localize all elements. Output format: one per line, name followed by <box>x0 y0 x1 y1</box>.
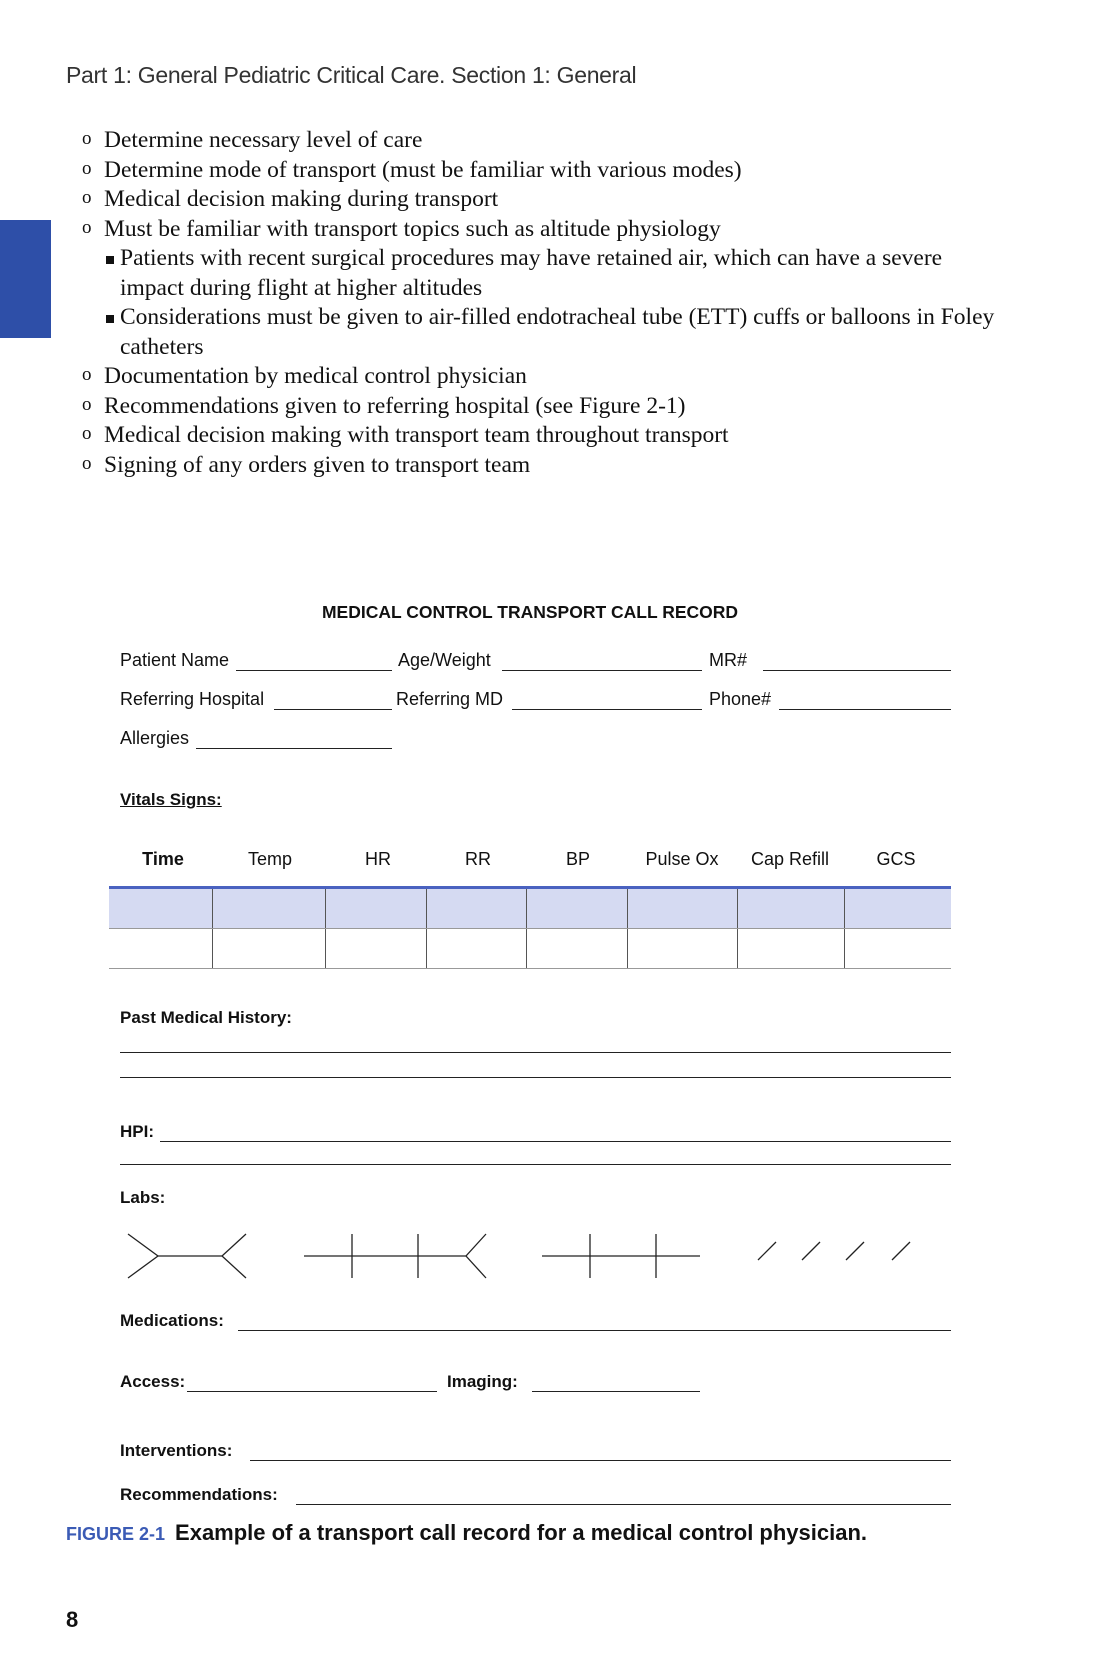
vitals-col-time: Time <box>142 849 184 869</box>
phone-field[interactable] <box>779 709 951 710</box>
section-tab-marker <box>0 220 51 338</box>
patient-name-field[interactable] <box>236 670 392 671</box>
bullet-item: o Medical decision making during transport <box>82 185 1002 215</box>
access-line[interactable] <box>187 1391 437 1392</box>
hpi-label: HPI: <box>120 1122 154 1141</box>
vitals-row <box>109 888 951 929</box>
bullet-item: Considerations must be given to air-filled endotracheal tube (ETT) cuffs or balloons in Foley catheters <box>82 303 1002 362</box>
fishbone-cbc-icon <box>128 1234 246 1278</box>
bullet-item: Patients with recent surgical procedures may have retained air, which can have a severe impact during flight at higher altitudes <box>82 244 1002 303</box>
labs-label: Labs: <box>120 1188 166 1207</box>
vitals-cell[interactable] <box>427 929 527 969</box>
bullet-item: o Documentation by medical control physician <box>82 362 1002 392</box>
imaging-label: Imaging: <box>447 1372 518 1391</box>
bullet-item: o Recommendations given to referring hospital (see Figure 2-1) <box>82 392 1002 422</box>
figure-label: FIGURE 2-1 <box>66 1524 166 1544</box>
vitals-cell[interactable] <box>527 929 627 969</box>
vitals-col-pulse-ox: Pulse Ox <box>645 849 719 869</box>
vitals-cell[interactable] <box>213 888 326 929</box>
hpi-line[interactable] <box>160 1141 951 1142</box>
recommendations-label: Recommendations: <box>120 1485 278 1504</box>
vitals-cell[interactable] <box>427 888 527 929</box>
medications-label: Medications: <box>120 1311 224 1330</box>
interventions-line[interactable] <box>250 1460 951 1461</box>
allergies-field[interactable] <box>196 748 392 749</box>
vitals-cell[interactable] <box>844 888 951 929</box>
patient-name-label: Patient Name <box>120 650 230 670</box>
age-weight-field[interactable] <box>502 670 702 671</box>
running-header: Part 1: General Pediatric Critical Care. Section 1: General <box>66 62 637 88</box>
past-medical-history-label: Past Medical History: <box>120 1008 292 1027</box>
bullet-item: o Determine mode of transport (must be familiar with various modes) <box>82 156 1002 186</box>
medications-line[interactable] <box>238 1330 951 1331</box>
vitals-table <box>109 886 951 969</box>
access-label: Access: <box>120 1372 186 1391</box>
vitals-cell[interactable] <box>109 929 213 969</box>
phone-label: Phone# <box>709 689 772 709</box>
mr-label: MR# <box>709 650 748 670</box>
referring-md-label: Referring MD <box>396 689 504 709</box>
vitals-cell[interactable] <box>627 888 737 929</box>
bullet-item: o Signing of any orders given to transport team <box>82 451 1002 481</box>
vitals-row <box>109 929 951 969</box>
age-weight-label: Age/Weight <box>398 650 491 670</box>
referring-hospital-field[interactable] <box>274 709 392 710</box>
mr-field[interactable] <box>763 670 951 671</box>
vitals-title: Vitals Signs: <box>120 790 222 809</box>
interventions-label: Interventions: <box>120 1441 233 1460</box>
vitals-cell[interactable] <box>109 888 213 929</box>
allergies-label: Allergies <box>120 728 190 748</box>
vitals-cell[interactable] <box>737 929 844 969</box>
bullet-list <box>82 126 1002 480</box>
vitals-col-temp: Temp <box>247 849 292 869</box>
vitals-col-hr: HR <box>365 849 391 869</box>
vitals-cell[interactable] <box>527 888 627 929</box>
fishbone-coags-icon <box>542 1234 700 1278</box>
bullet-item: o Must be familiar with transport topics such as altitude physiology <box>82 215 1002 245</box>
past-medical-history-line[interactable] <box>120 1052 951 1053</box>
vitals-cell[interactable] <box>326 929 427 969</box>
fishbone-bmp-icon <box>304 1234 486 1278</box>
vitals-cell[interactable] <box>844 929 951 969</box>
imaging-line[interactable] <box>532 1391 700 1392</box>
recommendations-line[interactable] <box>296 1504 951 1505</box>
figure-caption-text: Example of a transport call record for a medical control physician. <box>175 1520 868 1545</box>
bullet-item: o Determine necessary level of care <box>82 126 1002 156</box>
vitals-col-cap-refill: Cap Refill <box>750 849 830 869</box>
blood-gas-slashes-icon <box>758 1242 910 1260</box>
referring-hospital-label: Referring Hospital <box>120 689 265 709</box>
vitals-cell[interactable] <box>737 888 844 929</box>
vitals-cell[interactable] <box>627 929 737 969</box>
referring-md-field[interactable] <box>512 709 702 710</box>
vitals-col-gcs: GCS <box>876 849 916 869</box>
figure-caption <box>66 1520 867 1546</box>
past-medical-history-line[interactable] <box>120 1077 951 1078</box>
vitals-cell[interactable] <box>213 929 326 969</box>
vitals-cell[interactable] <box>326 888 427 929</box>
form-title: MEDICAL CONTROL TRANSPORT CALL RECORD <box>321 602 739 622</box>
vitals-col-bp: BP <box>565 849 590 869</box>
labs-diagram <box>120 1230 930 1286</box>
page-number: 8 <box>66 1607 79 1632</box>
vitals-col-rr: RR <box>465 849 491 869</box>
bullet-item: o Medical decision making with transport team throughout transport <box>82 421 1002 451</box>
hpi-line[interactable] <box>120 1164 951 1165</box>
